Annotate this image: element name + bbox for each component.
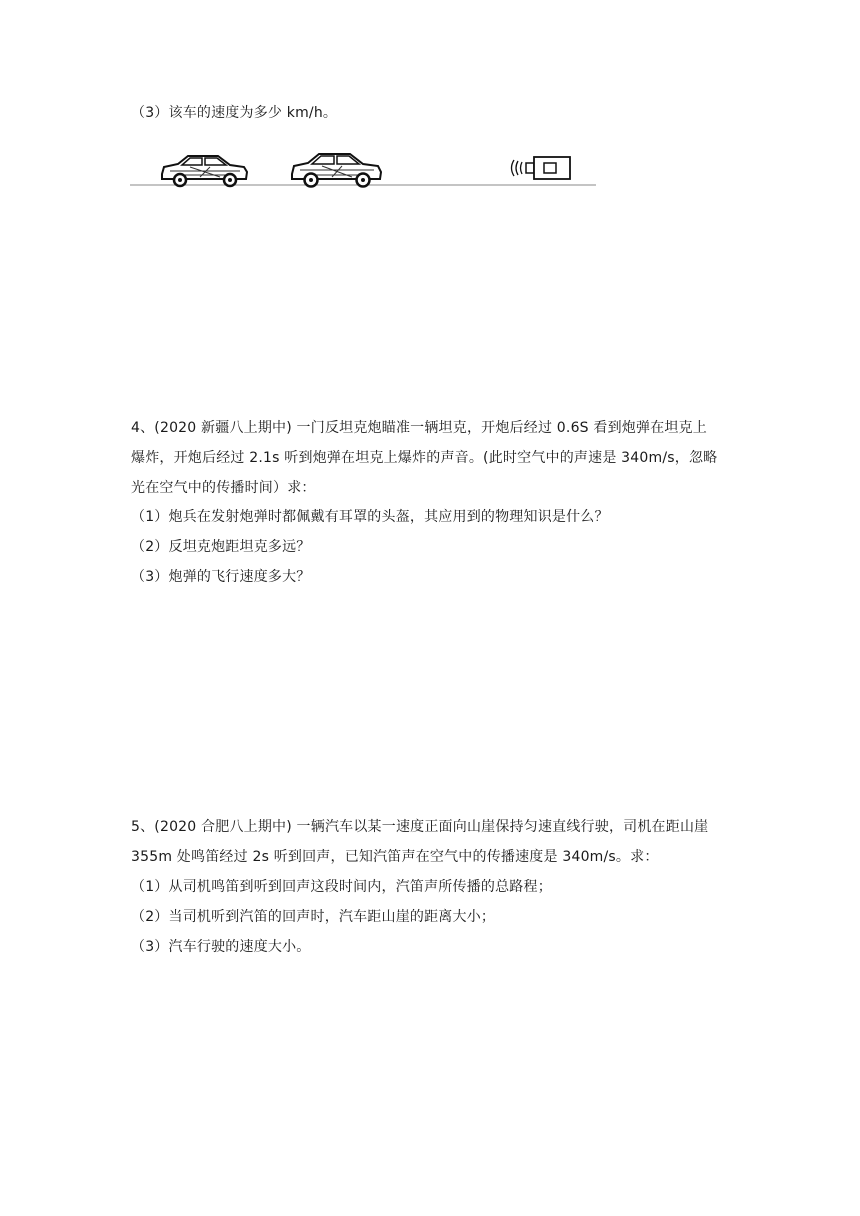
- question-5-line-1: 5、(2020 合肥八上期中) 一辆汽车以某一速度正面向山崖保持匀速直线行驶，司机在距山崖: [131, 819, 709, 835]
- question-3-sub3: （3）该车的速度为多少 km/h。: [131, 105, 338, 121]
- question-5-sub3: （3）汽车行驶的速度大小。: [131, 939, 311, 955]
- question-5-sub2: （2）当司机听到汽笛的回声时，汽车距山崖的距离大小；: [131, 909, 496, 925]
- car-icon: [292, 154, 381, 187]
- question-5-line-2: 355m 处鸣笛经过 2s 听到回声，已知汽笛声在空气中的传播速度是 340m/s。求：: [131, 849, 659, 865]
- car-radar-figure: [128, 146, 598, 190]
- car-icon: [162, 156, 247, 186]
- question-4-sub1: （1）炮兵在发射炮弹时都佩戴有耳罩的头盔，其应用到的物理知识是什么？: [131, 509, 609, 525]
- speed-radar-icon: [512, 157, 571, 179]
- question-4-line-3: 光在空气中的传播时间）求：: [131, 480, 316, 496]
- question-4-sub3: （3）炮弹的飞行速度多大？: [131, 569, 311, 585]
- question-4-line-2: 爆炸，开炮后经过 2.1s 听到炮弹在坦克上爆炸的声音。(此时空气中的声速是 340m/s，忽略: [131, 450, 718, 466]
- question-4-line-1: 4、(2020 新疆八上期中) 一门反坦克炮瞄准一辆坦克，开炮后经过 0.6S 看到炮弹在坦克上: [131, 420, 708, 436]
- question-4-sub2: （2）反坦克炮距坦克多远？: [131, 539, 311, 555]
- question-5-sub1: （1）从司机鸣笛到听到回声这段时间内，汽笛声所传播的总路程；: [131, 879, 552, 895]
